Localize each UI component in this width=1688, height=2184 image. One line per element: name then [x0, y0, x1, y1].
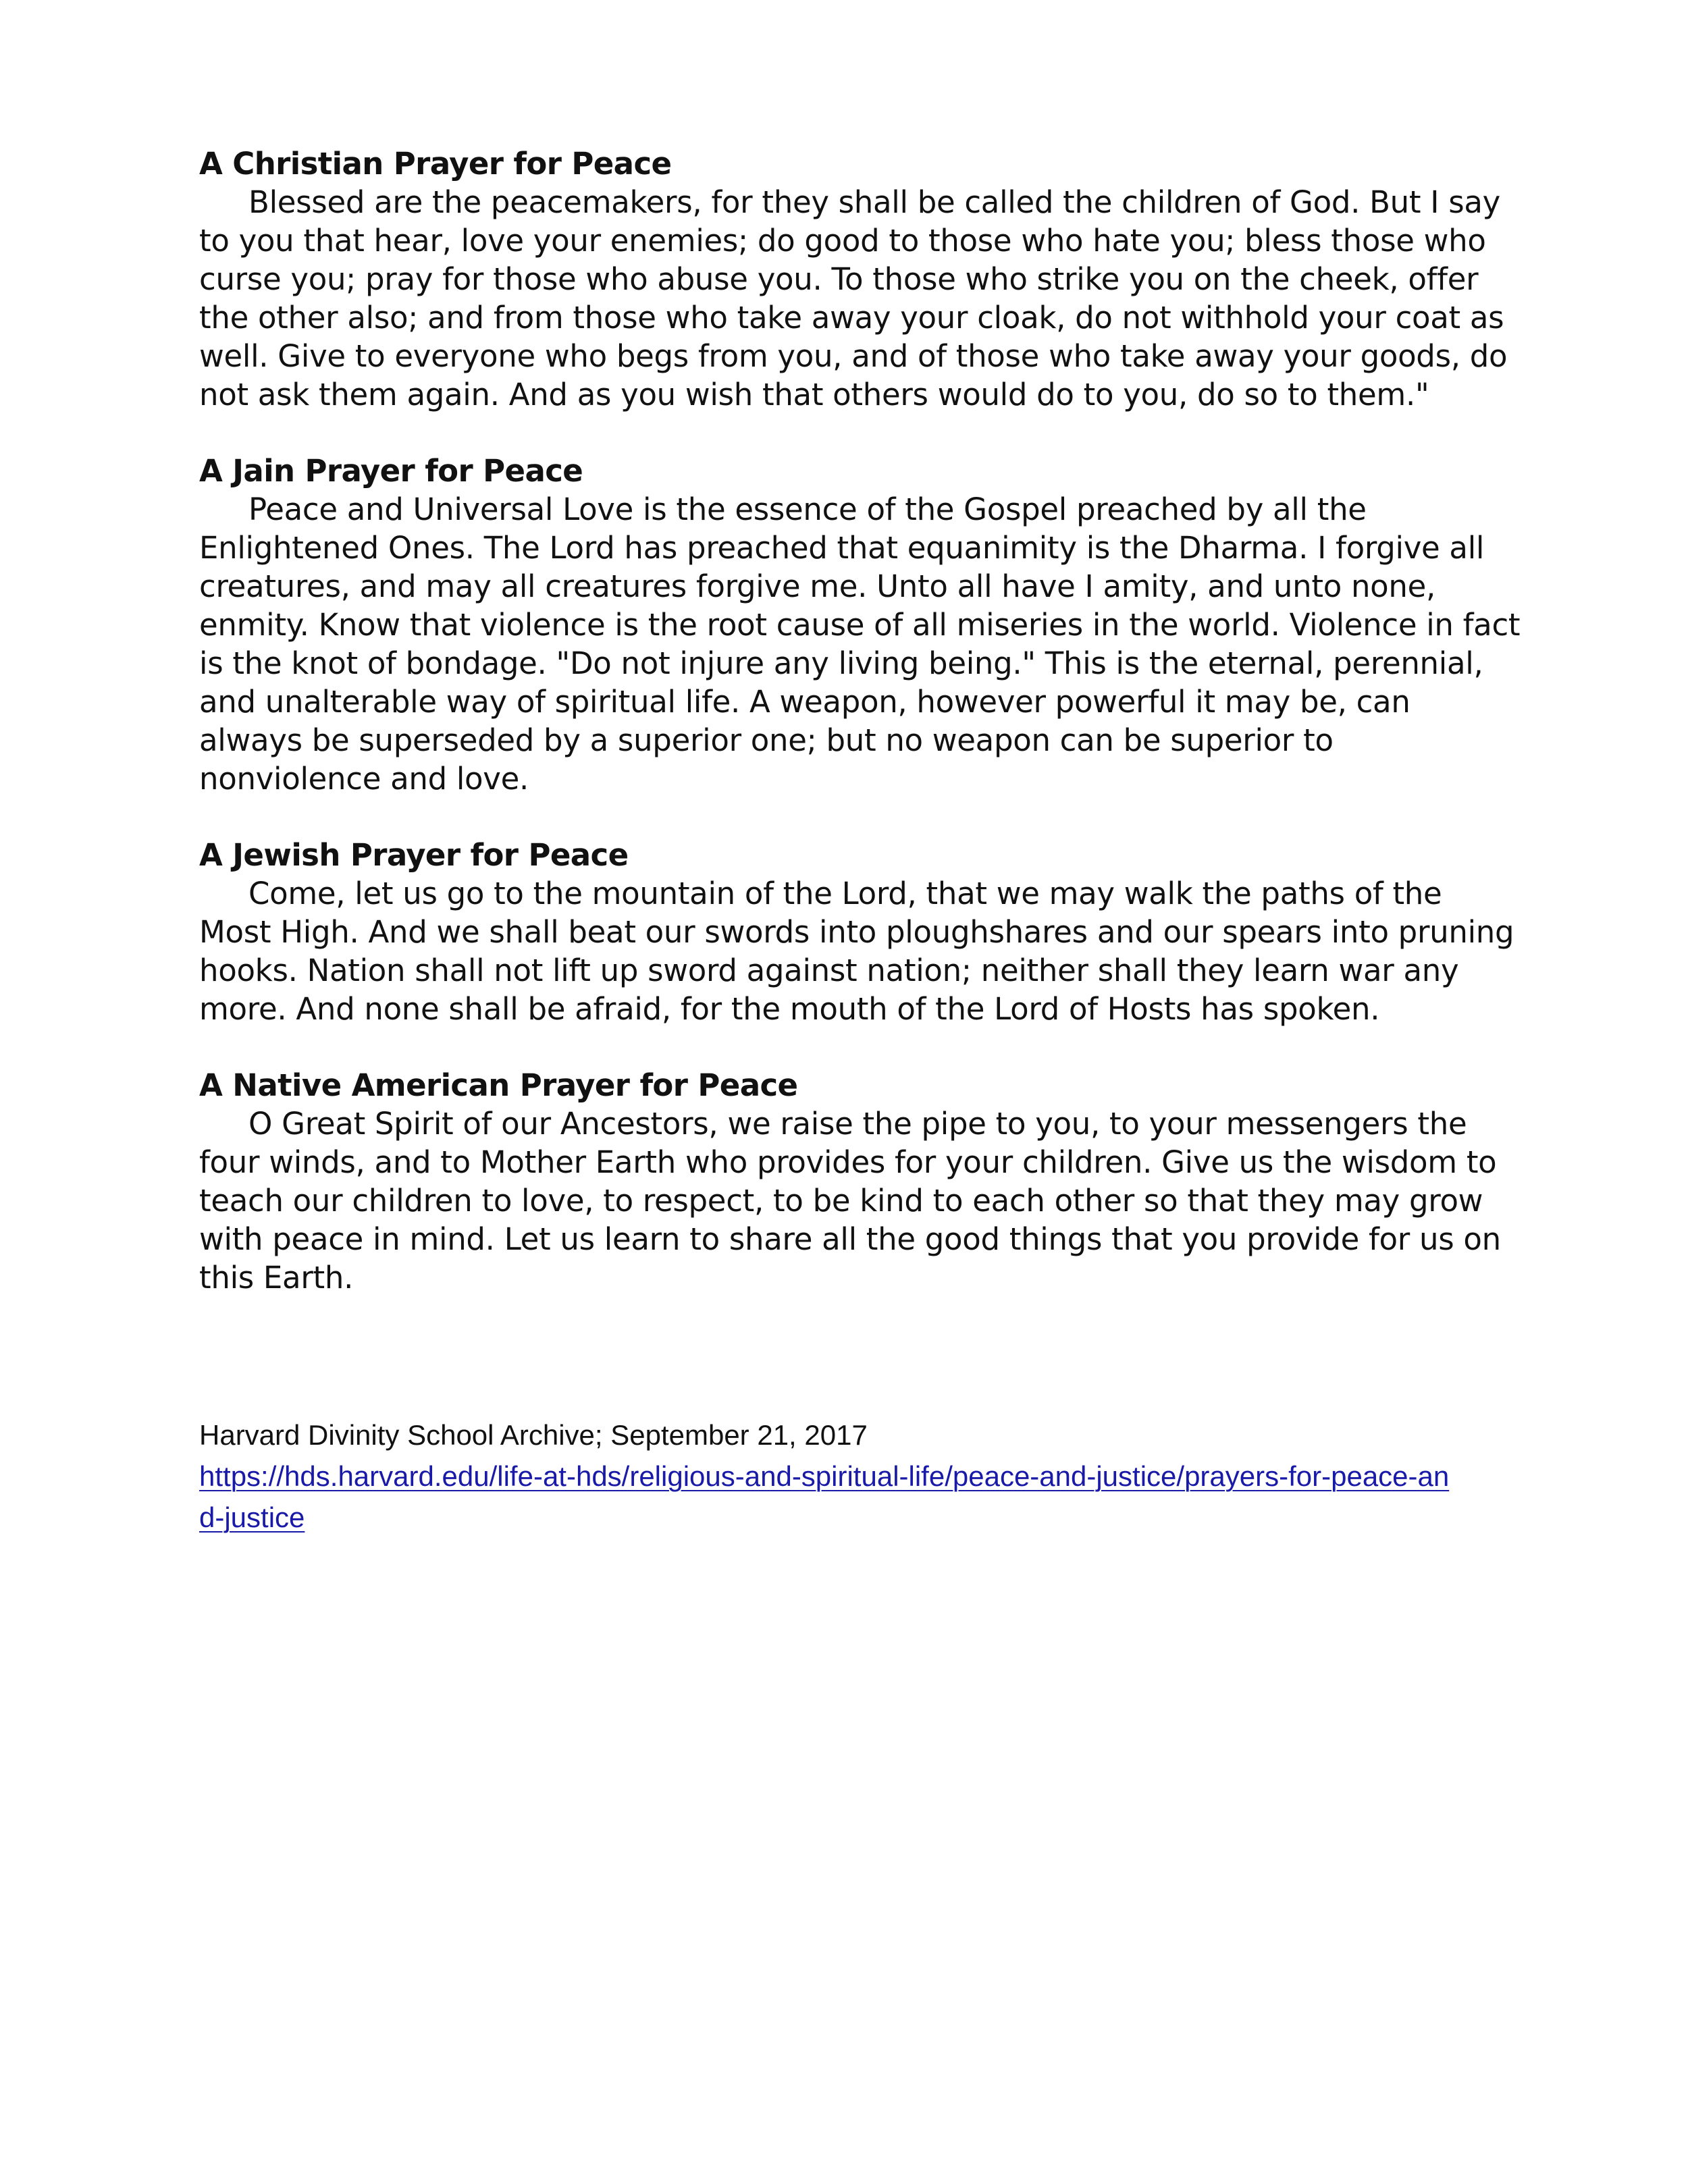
source-citation: Harvard Divinity School Archive; September 21, 2017 [199, 1419, 868, 1451]
native-american-prayer-heading: A Native American Prayer for Peace [199, 1067, 798, 1103]
jain-prayer-heading: A Jain Prayer for Peace [199, 453, 583, 489]
christian-prayer-heading: A Christian Prayer for Peace [199, 146, 672, 182]
document-body [199, 144, 1523, 1335]
jain-prayer-section [199, 452, 1523, 798]
source-url-link[interactable]: https://hds.harvard.edu/life-at-hds/religious-and-spiritual-life/peace-and-justice/prayers-for-peace-and-justice [199, 1460, 1450, 1533]
jewish-prayer-section [199, 836, 1523, 1028]
christian-prayer-text: Blessed are the peacemakers, for they shall be called the children of God. But I say to you that hear, love your enemies; do good to those who hate you; bless those who curse you; pray for those who abuse you. To those who strike you on the cheek, offer the other also; and from those who take away your cloak, do not withhold your coat as well. Give to everyone who begs from you, and of those who take away your goods, do not ask them again. And as you wish that others would do to you, do so to them." [199, 184, 1508, 412]
jain-prayer-text: Peace and Universal Love is the essence of the Gospel preached by all the Enlightened Ones. The Lord has preached that equanimity is the Dharma. I forgive all creatures, and may all creatures forgive me. Unto all have I amity, and unto none, enmity. Know that violence is the root cause of all miseries in the world. Violence in fact is the knot of bondage. "Do not injure any living being." This is the eternal, perennial, and unalterable way of spiritual life. A weapon, however powerful it may be, can always be superseded by a superior one; but no weapon can be superior to nonviolence and love. [199, 491, 1521, 797]
source-footer [199, 1414, 1523, 1538]
christian-prayer-section [199, 144, 1523, 414]
jewish-prayer-heading: A Jewish Prayer for Peace [199, 837, 629, 873]
native-american-prayer-section [199, 1066, 1523, 1297]
jewish-prayer-text: Come, let us go to the mountain of the Lord, that we may walk the paths of the Most High. And we shall beat our swords into ploughshares and our spears into pruning hooks. Nation shall not lift up sword against nation; neither shall they learn war any more. And none shall be afraid, for the mouth of the Lord of Hosts has spoken. [199, 876, 1514, 1027]
native-american-prayer-text: O Great Spirit of our Ancestors, we raise the pipe to you, to your messengers the four winds, and to Mother Earth who provides for your children. Give us the wisdom to teach our children to love, to respect, to be kind to each other so that they may grow with peace in mind. Let us learn to share all the good things that you provide for us on this Earth. [199, 1106, 1501, 1296]
